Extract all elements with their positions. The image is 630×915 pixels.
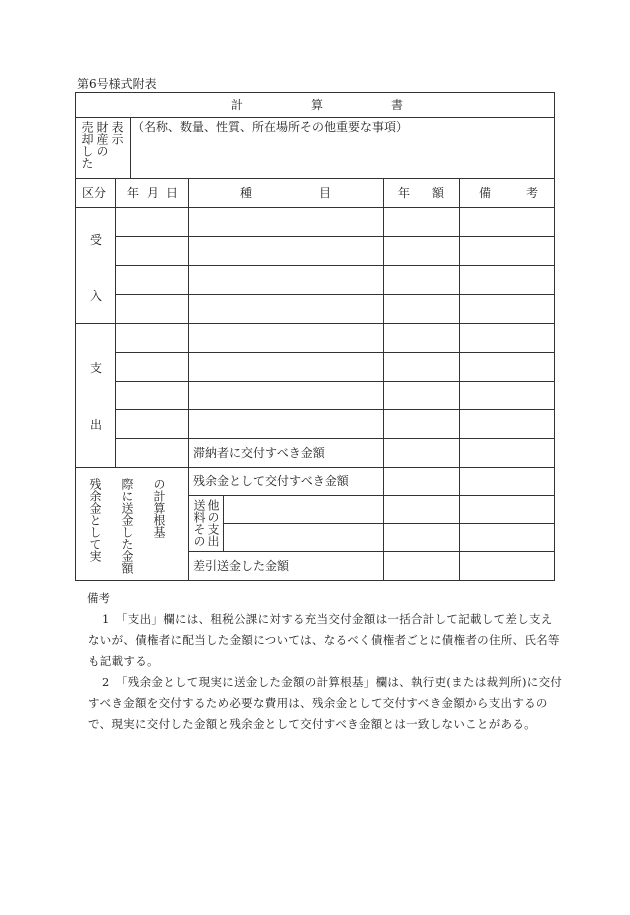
header-date: 日 [166,186,179,200]
header-remarks: 考 [526,186,539,200]
note-text: 「残余金として現実に送金した金額の計算根基」欄は、執行吏(または裁判所)に交付すべき金額を交付するため必要な費用は、残余金として交付すべき金額から支出するので、現実に交付した金額と残余金として交付すべき金額とは一致しないことがある。 [88,675,563,731]
notes-heading: 備考 [87,591,110,605]
other-expense-col: 他の支出 [206,499,220,547]
title-char: 算 [311,98,324,112]
sale-label-col: 表示 [110,121,124,145]
expense-label: 支 [90,361,103,375]
header-remarks: 備 [479,186,492,200]
delinquent-amount-label: 滞納者に交付すべき金額 [193,446,325,460]
title-char: 書 [391,98,404,112]
receipt-label: 受 [90,233,103,247]
other-expense-col: 送料その [192,499,206,547]
note-item [88,672,563,735]
header-date: 年 [127,186,140,200]
surplus-label-col: 際に送金した金額 [120,478,134,574]
notes-section [88,588,563,735]
title-char: 計 [231,98,244,112]
header-amount: 額 [432,186,445,200]
note-number: 2 [102,675,110,689]
header-kubun: 区分 [82,186,107,200]
receipt-label: 入 [90,289,103,303]
net-amount-label: 差引送金した金額 [193,559,290,573]
note-text: 「支出」欄には、租税公課に対する充当交付金額は一括合計して記載して差し支えないが、債権者に配当した金額については、なるべく債権者ごとに債権者の住所、氏名等も記載する。 [88,612,560,668]
sale-description: （名称、数量、性質、所在場所その他重要な事項） [132,120,409,134]
expense-label: 出 [90,418,103,432]
calculation-table [75,92,555,581]
header-item: 種 [240,186,253,200]
surplus-label-col: 残余金として実 [88,478,102,562]
note-item [88,609,563,672]
sale-label-col: 財産の [95,121,109,157]
note-number: 1 [102,612,110,626]
surplus-label-col: の計算根基 [152,478,166,538]
form-label: 第6号様式附表 [77,77,157,91]
surplus-amount-label: 残余金として交付すべき金額 [193,474,349,488]
header-date: 月 [147,186,160,200]
header-amount: 年 [398,186,411,200]
sale-label-col: 売却した [80,121,94,169]
header-item: 目 [319,186,332,200]
